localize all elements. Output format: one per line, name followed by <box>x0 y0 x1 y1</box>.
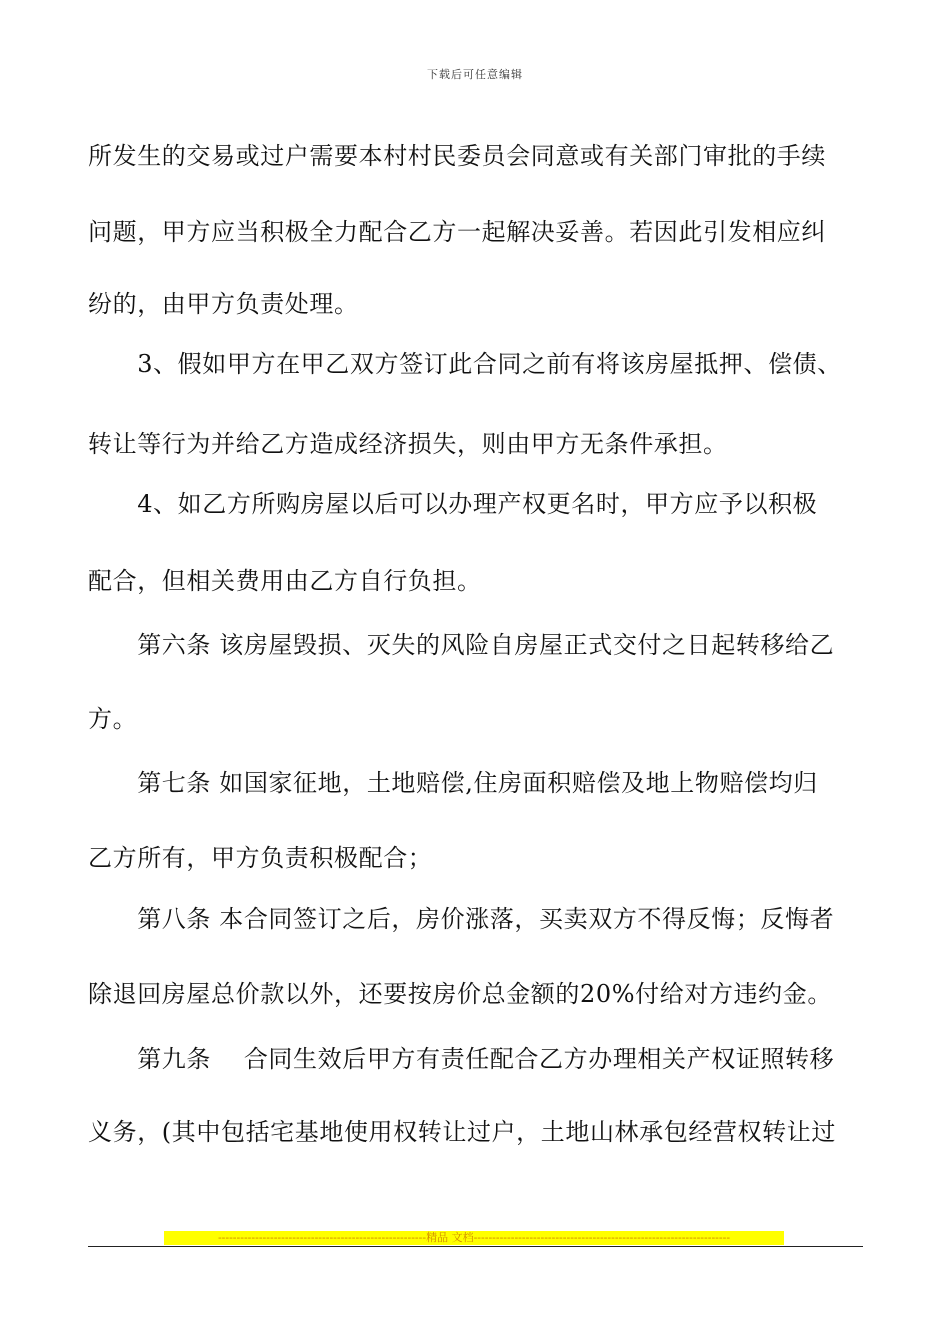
paragraph-line: 第八条 本合同签订之后，房价涨落，买卖双方不得反悔；反悔者 <box>88 905 835 933</box>
paragraph-line: 纷的，由甲方负责处理。 <box>88 290 359 318</box>
paragraph-line: 配合，但相关费用由乙方自行负担。 <box>88 567 482 595</box>
paragraph-line: 第九条 合同生效后甲方有责任配合乙方办理相关产权证照转移 <box>88 1045 835 1073</box>
paragraph-line: 第七条 如国家征地，土地赔偿,住房面积赔偿及地上物赔偿均归 <box>88 769 818 797</box>
paragraph-line: 3、假如甲方在甲乙双方签订此合同之前有将该房屋抵押、偿债、 <box>88 350 842 378</box>
paragraph-line: 第六条 该房屋毁损、灭失的风险自房屋正式交付之日起转移给乙 <box>88 631 835 659</box>
paragraph-line: 乙方所有，甲方负责积极配合； <box>88 844 433 872</box>
footer-divider <box>88 1246 863 1247</box>
paragraph-line: 所发生的交易或过户需要本村村民委员会同意或有关部门审批的手续 <box>88 142 826 170</box>
footer-banner: --------------------------------------------------------精品 文档--------------------------------------------------------------------- <box>164 1231 784 1245</box>
paragraph-line: 4、如乙方所购房屋以后可以办理产权更名时，甲方应予以积极 <box>88 490 818 518</box>
paragraph-line: 义务，(其中包括宅基地使用权转让过户，土地山林承包经营权转让过 <box>88 1118 836 1146</box>
paragraph-line: 方。 <box>88 705 138 733</box>
paragraph-line: 除退回房屋总价款以外，还要按房价总金额的20%付给对方违约金。 <box>88 980 832 1008</box>
paragraph-line: 问题，甲方应当积极全力配合乙方一起解决妥善。若因此引发相应纠 <box>88 218 826 246</box>
page-header: 下载后可任意编辑 <box>427 68 523 81</box>
paragraph-line: 转让等行为并给乙方造成经济损失，则由甲方无条件承担。 <box>88 430 728 458</box>
